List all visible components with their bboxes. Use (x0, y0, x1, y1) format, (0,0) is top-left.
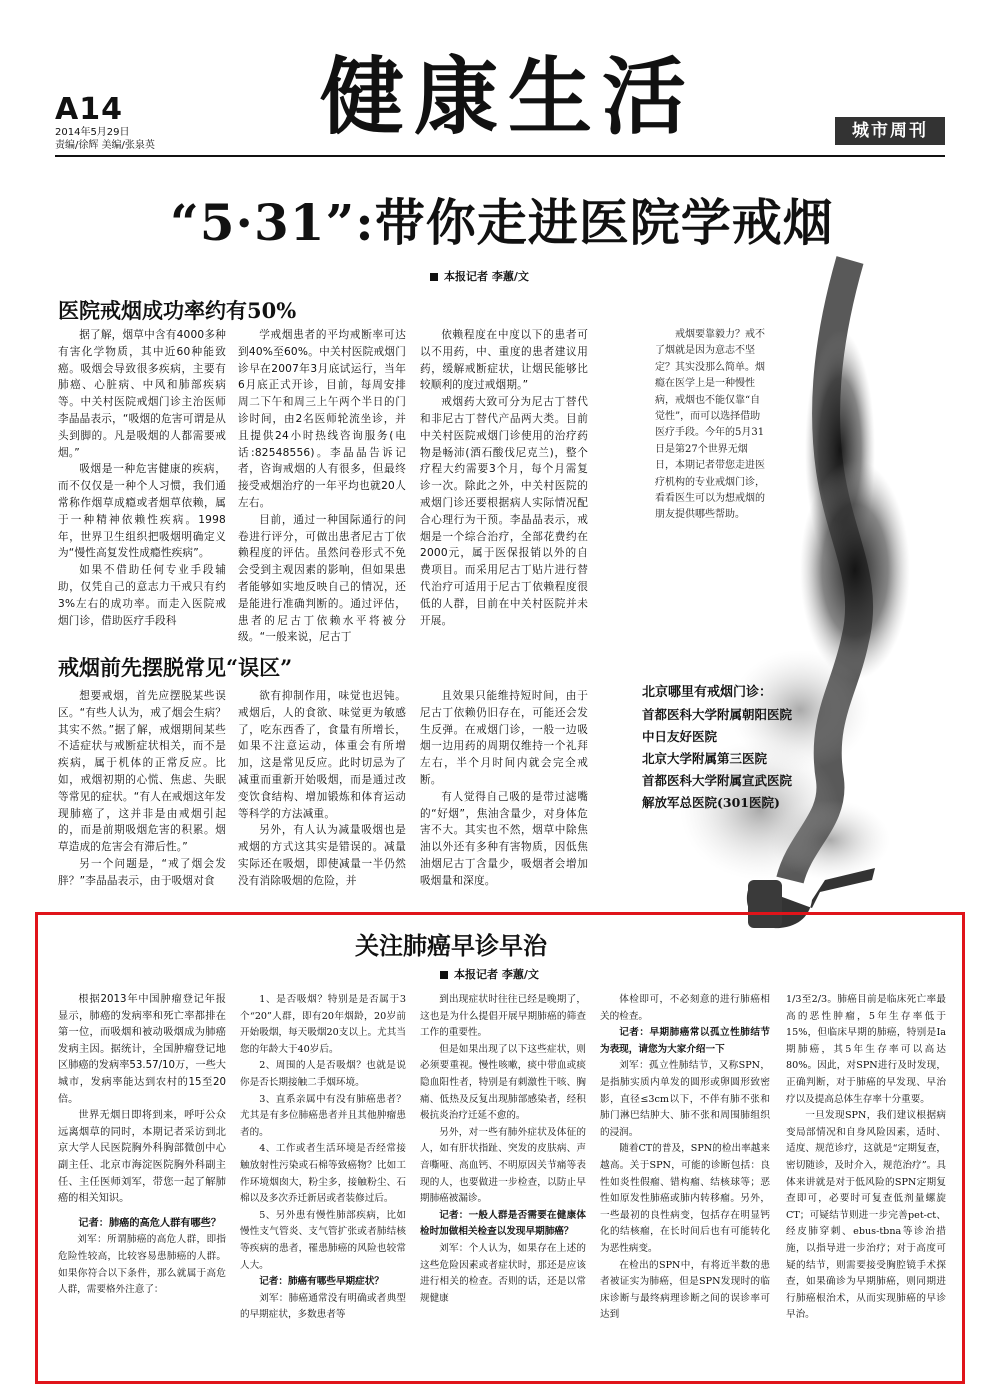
section2-column-2 (238, 688, 406, 887)
paragraph: 到出现症状时往往已经是晚期了，这也是为什么提倡开展早期肺癌的筛查工作的重要性。 (420, 994, 586, 1039)
issue-date: 2014年5月29日 (55, 127, 130, 138)
clinic-item: 首都医科大学附属宣武医院 (642, 773, 793, 788)
section2-column-1 (58, 688, 226, 887)
byline-square-icon (430, 273, 438, 281)
paragraph: 欲有抑制作用，味觉也迟钝。戒烟后，人的食欲、味觉更为敏感了，吃东西香了，食量有所增长，如果不注意运动，体重会有所增加，这是常见反应。此时切忌为了减重而重新开始吸烟，而是通过改变饮食结构、增加锻炼和体育运动等科学的方法减重。 (238, 690, 406, 820)
interview-question: 记者：肺癌的高危人群有哪些？ (78, 1217, 222, 1229)
paragraph: 另一个问题是，“戒了烟会发胖？”李晶晶表示，由于吸烟对食 (58, 857, 226, 887)
clinic-list-heading: 北京哪里有戒烟门诊： (642, 685, 773, 700)
interview-question: 记者：肺癌有哪些早期症状？ (259, 1276, 384, 1288)
paragraph: 另外，有人认为减量吸烟也是戒烟的方式这其实是错误的。减量实际还在吸烟，即使减量一半仍然没有消除吸烟的危险，并 (238, 824, 406, 887)
paragraph: 且效果只能维持短时间，由于尼古丁依赖仍旧存在，可能还会发生反弹。在戒烟门诊，一般一边吸烟一边用药的周期仅维持一个礼拜左右，半个月时间内就会完全戒断。 (420, 690, 588, 786)
section2-column-3 (420, 688, 588, 887)
feature-headline: “5·31”:带你走进医院学戒烟 (170, 193, 834, 252)
byline-square-icon (440, 971, 448, 979)
paragraph: 一旦发现SPN，我们建议根据病变局部情况和自身风险因素，适时、适度、规范诊疗，这就是“定期复查，密切随诊，及时介入，规范治疗”。具体来讲就是对于低风险的SPN定期复查即可，必要时可复查低剂量螺旋CT；可疑结节则进一步完善pet-ct、经皮肺穿刺、ebus-tbna等诊治措施，以指导进一步治疗；对于高度可疑的结节，则需要接受胸腔镜手术探查，如果确诊为早期肺癌，则同期进行肺癌根治术，从而实现肺癌的早诊早治。 (786, 1110, 946, 1321)
section1-column-3 (420, 327, 588, 637)
paragraph: 吸烟是一种危害健康的疾病，而不仅仅是一种个人习惯，我们通常称作烟草成瘾或者烟草依赖，属于一种精神依赖性疾病。1998年，世界卫生组织把吸烟明确定义为“慢性高复发性成瘾性疾病”。 (58, 463, 226, 560)
feature-byline (430, 268, 529, 284)
interview-question: 记者：一般人群是否需要在健康体检时加做相关检查以发现早期肺癌？ (420, 1209, 586, 1238)
paragraph: 2、周围的人是否吸烟？也就是说你是否长期接触二手烟环境。 (240, 1060, 406, 1088)
paragraph: 学戒烟患者的平均戒断率可达到40%至60%。中关村医院戒烟门诊早在2007年3月底试运行，当年6月底正式开诊，目前，每周安排周二下午和周三上午两个半日的门诊时间，由2名医师轮流坐诊，并且提供24小时热线咨询服务(电话:82548556)。李晶晶告诉记者，咨询戒烟的人有很多，但最终接受戒烟治疗的一年平均也就20人左右。 (238, 329, 406, 509)
section1-title: 医院戒烟成功率约有50% (58, 298, 297, 323)
editor-intro-note (655, 327, 765, 617)
paragraph: 想要戒烟，首先应摆脱某些误区。“有些人认为，戒了烟会生病？其实不然。”据了解，戒烟期间某些不适症状与戒断症状相关，而不是疾病，属于机体的正常反应。比如，戒烟初期的心慌、焦虑、失眠等常见的症状。“有人在戒烟这年发现肺癌了，这并非是由戒烟引起的，而是前期吸烟危害的积累。烟草造成的危害会有滞后性。” (58, 690, 226, 854)
paragraph: 在检出的SPN中，有将近半数的患者被证实为肺癌，但是SPN发现时的临床诊断与最终病理诊断之间的误诊率可达到 (600, 1259, 770, 1321)
box-column-4 (600, 992, 770, 1370)
paragraph: 刘军：孤立性肺结节，又称SPN，是指肺实质内单发的圆形或卵圆形致密影，直径≤3cm以下，不伴有肺不张和肺门淋巴结肿大、肺不张和周围肺组织的浸润。 (600, 1060, 770, 1138)
box-column-5 (786, 992, 946, 1370)
paragraph: 世界无烟日即将到来，呼吁公众远离烟草的同时，本期记者采访到北京大学人民医院胸外科胸部微创中心副主任、北京市海淀医院胸外科副主任、主任医师刘军，带您一起了解肺癌的相关知识。 (58, 1110, 226, 1205)
box-byline-text: 本报记者 李蕙/文 (454, 968, 539, 981)
section-badge: 城市周刊 (835, 117, 945, 145)
masthead: 健康生活 (320, 47, 697, 146)
box-byline (440, 966, 539, 982)
box-column-2 (240, 992, 406, 1370)
paragraph: 如果不借助任何专业手段辅助，仅凭自己的意志力干戒只有约3%左右的成功率。而走入医院戒烟门诊，借助医疗手段科 (58, 564, 226, 627)
box-title: 关注肺癌早诊早治 (355, 931, 547, 960)
paragraph: 刘军：所谓肺癌的高危人群，即指危险性较高，比较容易患肺癌的人群。如果你符合以下条件，那么就属于高危人群，需要格外注意了： (58, 1234, 226, 1296)
paragraph: 依赖程度在中度以下的患者可以不用药，中、重度的患者建议用药，缓解戒断症状，让烟民能够比较顺利的度过戒烟期。” (420, 329, 588, 392)
paragraph: 1/3至2/3。肺癌目前是临床死亡率最高的恶性肿瘤，5年生存率低于15%，但临床早期的肺癌，特别是Ia期肺癌，其5年生存率可以高达80%。因此，对SPN进行及时发现，正确判断，对于肺癌的早发现、早治疗以及提高总体生存率十分重要。 (786, 994, 946, 1105)
paragraph: 根据2013年中国肿瘤登记年报显示，肺癌的发病率和死亡率都排在第一位，而吸烟和被动吸烟成为肺癌发病主因。据统计，全国肿瘤登记地区肺癌的发病率53.57/10万，一些大城市，发病率能达到农村的15至20倍。 (58, 994, 226, 1105)
box-column-3 (420, 992, 586, 1370)
paragraph: 体检即可，不必刻意的进行肺癌相关的检查。 (600, 994, 770, 1022)
paragraph: 3、直系亲属中有没有肺癌患者？尤其是有多位肺癌患者并且其他肿瘤患者的。 (240, 1093, 406, 1138)
paragraph: 目前，通过一种国际通行的问卷进行评分，可做出患者尼古丁依赖程度的评估。虽然问卷形式不免会受到主观因素的影响，但如果患者能够如实地反映自己的情况，还是能进行准确判断的。通过评估，患者的尼古丁依赖水平将被分级。“一般来说，尼古丁 (238, 513, 406, 644)
clinic-item: 北京大学附属第三医院 (642, 751, 768, 766)
feature-byline-text: 本报记者 李蕙/文 (444, 270, 529, 283)
paragraph: 另外，对一些有肺外症状及体征的人，如有肝状指趾、突发的皮肤病、声音嘶哑、高血钙、不明原因关节痛等表现的人，也要做进一步检查，以防止早期肺癌被漏诊。 (420, 1126, 586, 1205)
paragraph: 随着CT的普及，SPN的检出率越来越高。关于SPN，可能的诊断包括：良性如炎性假瘤、错构瘤、结核球等；恶性如原发性肺癌或肺内转移瘤。另外，一些最初的良性病变，包括存在明显钙化的结核瘤，在长时间后也有可能转化为恶性病变。 (600, 1143, 770, 1254)
section2-title: 戒烟前先摆脱常见“误区” (58, 655, 293, 680)
paragraph: 戒烟药大致可分为尼古丁替代和非尼古丁替代产品两大类。目前中关村医院戒烟门诊使用的治疗药物是畅沛(酒石酸伐尼克兰)，整个疗程大约需要3个月，每个月需复诊一次。除此之外，中关村医院的戒烟门诊还要根据病人实际情况配合心理行为干预。李晶晶表示，戒烟是一个综合治疗，全部花费约在2000元，属于医保报销以外的自费项目。而采用尼古丁贴片进行替代治疗可适用于尼古丁依赖程度很低的人群，目前在中关村医院并未开展。 (420, 396, 588, 627)
paragraph: 刘军：肺癌通常没有明确或者典型的早期症状，多数患者等 (240, 1292, 406, 1321)
paragraph: 4、工作或者生活环境是否经常接触放射性污染或石棉等致癌物？比如工作环境烟囱大，粉尘多，接触粉尘、石棉以及多次乔迁新居或者装修过后。 (240, 1143, 406, 1205)
paragraph: 戒烟要靠毅力？戒不了烟就是因为意志不坚定？其实没那么简单。烟瘾在医学上是一种慢性病，戒烟也不能仅靠“自觉性”，而可以选择借助医疗手段。今年的5月31日是第27个世界无烟日，本期记者带您走进医疗机构的专业戒烟门诊，看看医生可以为想戒烟的朋友提供哪些帮助。 (655, 329, 765, 521)
section1-column-1 (58, 327, 226, 637)
clinic-item: 解放军总医院(301医院) (642, 795, 780, 810)
box-column-1 (58, 992, 226, 1370)
paragraph: 据了解，烟草中含有4000多种有害化学物质，其中近60种能致癌。吸烟会导致很多疾病，主要有肺癌、心脏病、中风和肺部疾病等。中关村医院戒烟门诊主治医师李晶晶表示，“吸烟的危害可谓是从头到脚的。凡是吸烟的人都需要戒烟。” (58, 329, 226, 459)
clinic-item: 中日友好医院 (642, 729, 718, 744)
paragraph: 但是如果出现了以下这些症状，则必须要重视。慢性咳嗽，痰中带血或痰隐血阳性者，特别是有刺激性干咳、胸痛、低热及反复出现肺部感染者，经积极抗炎治疗迁延不愈的。 (420, 1043, 586, 1122)
clinic-list (642, 682, 842, 814)
paragraph: 1、是否吸烟？特别是是否属于3个“20”人群，即有20年烟龄，20岁前开始吸烟，每天吸烟20支以上。尤其当您的年龄大于40岁后。 (240, 994, 406, 1055)
editors: 责编/徐辉 美编/张泉英 (55, 140, 155, 151)
clinic-item: 首都医科大学附属朝阳医院 (642, 707, 793, 722)
page-number: A14 (55, 92, 123, 127)
paragraph: 刘军：个人认为，如果存在上述的这些危险因素或者症状时，那还是应该进行相关的检查。否则的话，还是以常规健康 (420, 1242, 586, 1304)
section1-column-2 (238, 327, 406, 644)
paragraph: 有人觉得自己吸的是带过滤嘴的“好烟”，焦油含量少，对身体危害不大。其实也不然，烟草中除焦油以外还有多种有害物质，因低焦油烟尼古丁含量少，吸烟者会增加吸烟量和深度。 (420, 790, 588, 887)
header-rule (55, 155, 945, 157)
paragraph: 5、另外患有慢性肺部疾病，比如慢性支气管炎、支气管扩张或者肺结核等疾病的患者，罹患肺癌的风险也较常人大。 (240, 1209, 406, 1271)
interview-question: 记者：早期肺癌常以孤立性肺结节为表现，请您为大家介绍一下 (600, 1027, 770, 1055)
